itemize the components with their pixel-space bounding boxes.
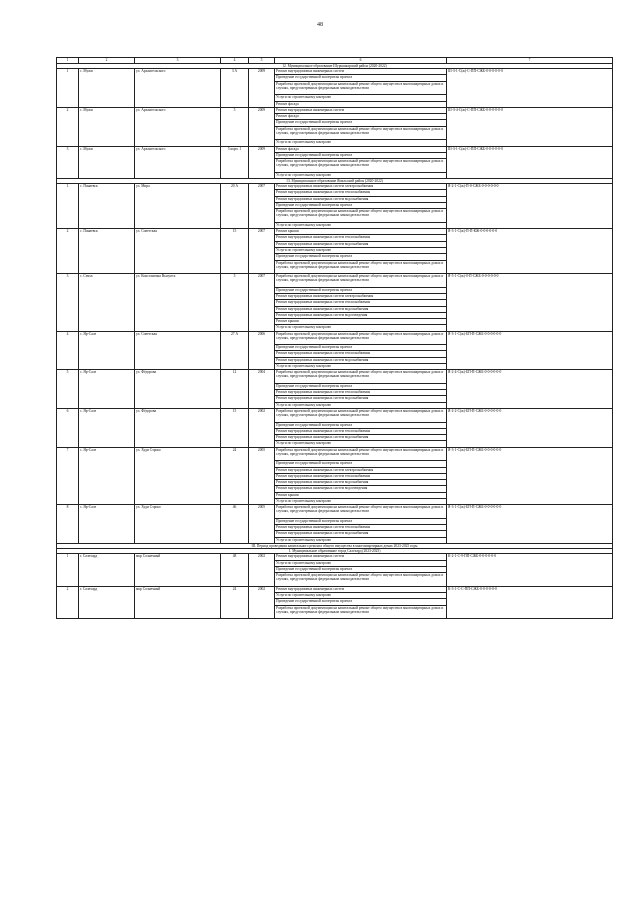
object-code: Я-3-1-С(ж)-БП-П-СЖБ-0-0-0-0-0-0 bbox=[447, 505, 613, 544]
locality-cell: с. Мужи bbox=[79, 107, 135, 146]
entry-number: 8 bbox=[57, 505, 79, 544]
work-item: Ремонт крыши bbox=[275, 319, 447, 325]
work-item: Разработка проектной документации на капитальный ремонт общего имущества в многоквартирных домах и случаях, предусмотренных федеральным законодательством bbox=[275, 209, 447, 223]
work-item: Разработка проектной документации на капитальный ремонт общего имущества в многоквартирных домах и случаях, предусмотренных федеральным законодательством bbox=[275, 331, 447, 345]
year-cell: 2002 bbox=[249, 554, 275, 586]
work-item: Проведение государственной экспертизы проекта bbox=[275, 254, 447, 260]
work-item: Проведение государственной экспертизы проекта bbox=[275, 120, 447, 126]
work-item: Ремонт внутридомовых инженерных систем теплоснабжения bbox=[275, 428, 447, 434]
object-code: Я-2-4-С(ж)-БП-П-СЖБ-0-0-0-0-0-0 bbox=[447, 370, 613, 409]
work-item: Ремонт внутридомовых инженерных систем электроснабжения bbox=[275, 184, 447, 190]
locality-cell: с. Мужи bbox=[79, 146, 135, 178]
object-code: Я-5-1-С(ж)-0-П-СЖБ-0-0-0-0-0-0 bbox=[447, 274, 613, 332]
year-cell: 2005 bbox=[249, 447, 275, 505]
work-item: Ремонт внутридомовых инженерных систем bbox=[275, 107, 447, 113]
object-code: Ш-З-4-С(ж)-С-ПП-СЖБ-0-0-0-0-0-0 bbox=[447, 107, 613, 146]
work-item: Разработка проектной документации на капитальный ремонт общего имущества в многоквартирных домах и случаях, предусмотренных федеральным законодательством bbox=[275, 409, 447, 423]
section-title: III. Период проведения капитального ремонта общего имущества в многоквартирных домах 2023-2025 годы bbox=[57, 544, 613, 549]
entry-number: 2 bbox=[57, 586, 79, 618]
street-cell: ул. Худи Сэроко bbox=[135, 447, 221, 505]
table-row bbox=[57, 447, 613, 461]
work-item: Ремонт внутридомовых инженерных систем водоотведения bbox=[275, 486, 447, 492]
work-item: Ремонт фасада bbox=[275, 146, 447, 152]
work-item: Разработка проектной документации на капитальный ремонт общего имущества в многоквартирных домах и случаях, предусмотренных федеральным законодательством bbox=[275, 126, 447, 140]
column-number: 2 bbox=[79, 58, 135, 64]
work-item: Проведение государственной экспертизы проекта bbox=[275, 461, 447, 467]
work-item: Ремонт внутридомовых инженерных систем водоснабжения bbox=[275, 435, 447, 441]
work-item: Ремонт внутридомовых инженерных систем электроснабжения bbox=[275, 293, 447, 299]
work-item: Проведение государственной экспертизы проекта bbox=[275, 75, 447, 81]
street-cell: ул. Архангельского bbox=[135, 146, 221, 178]
year-cell: 2009 bbox=[249, 69, 275, 108]
entry-number: 5 bbox=[57, 370, 79, 409]
work-item: Услуги по строительному контролю bbox=[275, 364, 447, 370]
work-item: Ремонт внутридомовых инженерных систем теплоснабжения bbox=[275, 390, 447, 396]
work-item: Ремонт внутридомовых инженерных систем теплоснабжения bbox=[275, 473, 447, 479]
work-item: Ремонт внутридомовых инженерных систем водоснабжения bbox=[275, 357, 447, 363]
house-cell: 15 bbox=[221, 229, 249, 274]
work-item: Ремонт внутридомовых инженерных систем теплоснабжения bbox=[275, 300, 447, 306]
locality-cell: с. Яр-Сале bbox=[79, 505, 135, 544]
column-number: 5 bbox=[249, 58, 275, 64]
section-title: 1. Муниципальное образование город Салехард (2023-2025) bbox=[57, 549, 613, 554]
entry-number: 7 bbox=[57, 447, 79, 505]
work-item: Ремонт внутридомовых инженерных систем водоотведения bbox=[275, 312, 447, 318]
house-cell: 12 bbox=[221, 370, 249, 409]
locality-cell: с. Яр-Сале bbox=[79, 370, 135, 409]
table-row bbox=[57, 505, 613, 519]
entry-number: 1 bbox=[57, 184, 79, 229]
work-item: Проведение государственной экспертизы проекта bbox=[275, 287, 447, 293]
work-item: Проведение государственной экспертизы проекта bbox=[275, 345, 447, 351]
object-code: Ш-З-1-С(ж)-С-ПП-СЖБ-0-0-0-0-0-0 bbox=[447, 69, 613, 108]
house-cell: 15 bbox=[221, 409, 249, 448]
work-item: Ремонт внутридомовых инженерных систем теплоснабжения bbox=[275, 190, 447, 196]
work-item: Ремонт внутридомовых инженерных систем водоснабжения bbox=[275, 480, 447, 486]
object-code: Я-3-1-С(ж)-БП-П-СЖБ-0-0-0-0-0-0 bbox=[447, 447, 613, 505]
column-number: 1 bbox=[57, 58, 79, 64]
entry-number: 6 bbox=[57, 409, 79, 448]
locality-cell: с. Яр-Сале bbox=[79, 331, 135, 370]
house-cell: 5 bbox=[221, 274, 249, 332]
table-row bbox=[57, 370, 613, 384]
entry-number: 3 bbox=[57, 146, 79, 178]
work-item: Разработка проектной документации на капитальный ремонт общего имущества в многоквартирных домах и случаях, предусмотренных федеральным законодательством bbox=[275, 573, 447, 587]
work-item: Услуги по строительному контролю bbox=[275, 593, 447, 599]
street-cell: ул. Константина Вылупта bbox=[135, 274, 221, 332]
house-cell: 3 А bbox=[221, 69, 249, 108]
work-item: Услуги по строительному контролю bbox=[275, 537, 447, 543]
work-item: Услуги по строительному контролю bbox=[275, 248, 447, 254]
object-code: К-3-1-С-С-ПП-СЖБ-0-0-0-0-0-0 bbox=[447, 586, 613, 618]
entry-number: 2 bbox=[57, 107, 79, 146]
table-row bbox=[57, 274, 613, 288]
work-item: Проведение государственной экспертизы проекта bbox=[275, 383, 447, 389]
work-item: Ремонт внутридомовых инженерных систем bbox=[275, 586, 447, 592]
entry-number: 3 bbox=[57, 274, 79, 332]
locality-cell: с. Панаевск bbox=[79, 184, 135, 229]
locality-cell: с. Яр-Сале bbox=[79, 409, 135, 448]
work-item: Ремонт внутридомовых инженерных систем электроснабжения bbox=[275, 467, 447, 473]
locality-cell: г. Салехард bbox=[79, 554, 135, 586]
work-item: Услуги по строительному контролю bbox=[275, 325, 447, 331]
locality-cell: с. Мужи bbox=[79, 69, 135, 108]
locality-cell: с. Панаевск bbox=[79, 229, 135, 274]
entry-number: 1 bbox=[57, 554, 79, 586]
work-item: Проведение государственной экспертизы проекта bbox=[275, 566, 447, 572]
street-cell: мкр Солнечный bbox=[135, 586, 221, 618]
year-cell: 2002 bbox=[249, 586, 275, 618]
street-cell: ул. Архангельского bbox=[135, 69, 221, 108]
locality-cell: г. Салехард bbox=[79, 586, 135, 618]
object-code: К-2-1-С-9-ПП-СЖБ-0-0-0-0-0-0 bbox=[447, 554, 613, 586]
locality-cell: с. Сеяха bbox=[79, 274, 135, 332]
work-item: Ремонт внутридомовых инженерных систем bbox=[275, 554, 447, 560]
street-cell: мкр Солнечный bbox=[135, 554, 221, 586]
work-item: Услуги по строительному контролю bbox=[275, 499, 447, 505]
year-cell: 2007 bbox=[249, 274, 275, 332]
work-item: Ремонт внутридомовых инженерных систем водоснабжения bbox=[275, 196, 447, 202]
column-number: 7 bbox=[447, 58, 613, 64]
column-number: 6 bbox=[275, 58, 447, 64]
entry-number: 2 bbox=[57, 229, 79, 274]
register-body bbox=[57, 64, 613, 619]
section-title: 12. Муниципальное образование Шурышкарский район (2020-2022) bbox=[57, 64, 613, 69]
year-cell: 2009 bbox=[249, 146, 275, 178]
work-item: Разработка проектной документации на капитальный ремонт общего имущества в многоквартирных домах и случаях, предусмотренных федеральным законодательством bbox=[275, 605, 447, 619]
work-item: Разработка проектной документации на капитальный ремонт общего имущества в многоквартирных домах и случаях, предусмотренных федеральным законодательством bbox=[275, 260, 447, 274]
year-cell: 2005 bbox=[249, 505, 275, 544]
work-item: Ремонт внутридомовых инженерных систем водоснабжения bbox=[275, 306, 447, 312]
table-row bbox=[57, 409, 613, 423]
work-item: Проведение государственной экспертизы проекта bbox=[275, 422, 447, 428]
street-cell: ул. Худи Сэроко bbox=[135, 505, 221, 544]
entry-number: 1 bbox=[57, 69, 79, 108]
year-cell: 2007 bbox=[249, 229, 275, 274]
work-item: Услуги по строительному контролю bbox=[275, 402, 447, 408]
work-item: Разработка проектной документации на капитальный ремонт общего имущества в многоквартирных домах и случаях, предусмотренных федеральным законодательством bbox=[275, 81, 447, 95]
work-item: Услуги по строительному контролю bbox=[275, 560, 447, 566]
entry-number: 4 bbox=[57, 331, 79, 370]
section-title: 13. Муниципальное образование Ямальский район (2020-2022) bbox=[57, 178, 613, 183]
street-cell: ул. Фёдорова bbox=[135, 370, 221, 409]
work-item: Ремонт фасада bbox=[275, 114, 447, 120]
house-cell: 5 bbox=[221, 107, 249, 146]
object-code: Я-2-2-С(ж)-БП-П-СЖБ-0-0-0-0-0-0 bbox=[447, 409, 613, 448]
work-item: Проведение государственной экспертизы проекта bbox=[275, 152, 447, 158]
work-item: Проведение государственной экспертизы проекта bbox=[275, 599, 447, 605]
house-cell: 24 bbox=[221, 447, 249, 505]
house-cell: 48 bbox=[221, 554, 249, 586]
work-item: Ремонт внутридомовых инженерных систем водоснабжения bbox=[275, 531, 447, 537]
work-item: Услуги по строительному контролю bbox=[275, 172, 447, 178]
work-item: Разработка проектной документации на капитальный ремонт общего имущества в многоквартирных домах и случаях, предусмотренных федеральным законодательством bbox=[275, 447, 447, 461]
work-item: Разработка проектной документации на капитальный ремонт общего имущества в многоквартирных домах и случаях, предусмотренных федеральным законодательством bbox=[275, 505, 447, 519]
object-code: Я-3-1-С(ж)-БП-П-СЖБ-0-0-0-0-0-0 bbox=[447, 331, 613, 370]
year-cell: 2006 bbox=[249, 331, 275, 370]
work-item: Услуги по строительному контролю bbox=[275, 140, 447, 146]
work-item: Ремонт внутридомовых инженерных систем теплоснабжения bbox=[275, 525, 447, 531]
work-item: Разработка проектной документации на капитальный ремонт общего имущества в многоквартирных домах и случаях, предусмотренных федеральным законодательством bbox=[275, 370, 447, 384]
work-item: Ремонт крыши bbox=[275, 492, 447, 498]
work-item: Ремонт внутридомовых инженерных систем теплоснабжения bbox=[275, 351, 447, 357]
house-cell: 20 А bbox=[221, 184, 249, 229]
street-cell: ул. Мира bbox=[135, 184, 221, 229]
work-item: Ремонт крыши bbox=[275, 229, 447, 235]
year-cell: 2007 bbox=[249, 184, 275, 229]
year-cell: 2004 bbox=[249, 370, 275, 409]
work-item: Проведение государственной экспертизы проекта bbox=[275, 203, 447, 209]
work-item: Проведение государственной экспертизы проекта bbox=[275, 518, 447, 524]
work-item: Разработка проектной документации на капитальный ремонт общего имущества в многоквартирных домах и случаях, предусмотренных федеральным законодательством bbox=[275, 274, 447, 288]
work-item: Ремонт фасада bbox=[275, 101, 447, 107]
object-code: Я-3-1-С(ж)-П-П-КЖ-0-0-0-0-0-0 bbox=[447, 229, 613, 274]
work-item: Разработка проектной документации на капитальный ремонт общего имущества в многоквартирных домах и случаях, предусмотренных федеральным законодательством bbox=[275, 159, 447, 173]
house-cell: 24 bbox=[221, 586, 249, 618]
house-cell: 5 корп. 1 bbox=[221, 146, 249, 178]
capital-repair-register-table bbox=[56, 57, 613, 619]
work-item: Ремонт внутридомовых инженерных систем водоснабжения bbox=[275, 396, 447, 402]
locality-cell: с. Яр-Сале bbox=[79, 447, 135, 505]
house-cell: 27 А bbox=[221, 331, 249, 370]
street-cell: ул. Советская bbox=[135, 331, 221, 370]
work-item: Ремонт внутридомовых инженерных систем водоснабжения bbox=[275, 241, 447, 247]
column-number: 3 bbox=[135, 58, 221, 64]
street-cell: ул. Советская bbox=[135, 229, 221, 274]
object-code: Ш-З-1-С(ж)-С-ПП-СЖБ-0-0-0-0-0-0 bbox=[447, 146, 613, 178]
work-item: Ремонт внутридомовых инженерных систем теплоснабжения bbox=[275, 235, 447, 241]
page-number: 48 bbox=[317, 22, 323, 28]
work-item: Услуги по строительному контролю bbox=[275, 95, 447, 101]
street-cell: ул. Фёдорова bbox=[135, 409, 221, 448]
street-cell: ул. Архангельского bbox=[135, 107, 221, 146]
object-code: Я-2-1-С(ж)-П-0-СЖБ-0-0-0-0-0-0 bbox=[447, 184, 613, 229]
year-cell: 2002 bbox=[249, 409, 275, 448]
year-cell: 2009 bbox=[249, 107, 275, 146]
work-item: Услуги по строительному контролю bbox=[275, 222, 447, 228]
house-cell: 46 bbox=[221, 505, 249, 544]
work-item: Ремонт внутридомовых инженерных систем bbox=[275, 69, 447, 75]
work-item: Услуги по строительному контролю bbox=[275, 441, 447, 447]
table-row bbox=[57, 331, 613, 345]
column-number: 4 bbox=[221, 58, 249, 64]
